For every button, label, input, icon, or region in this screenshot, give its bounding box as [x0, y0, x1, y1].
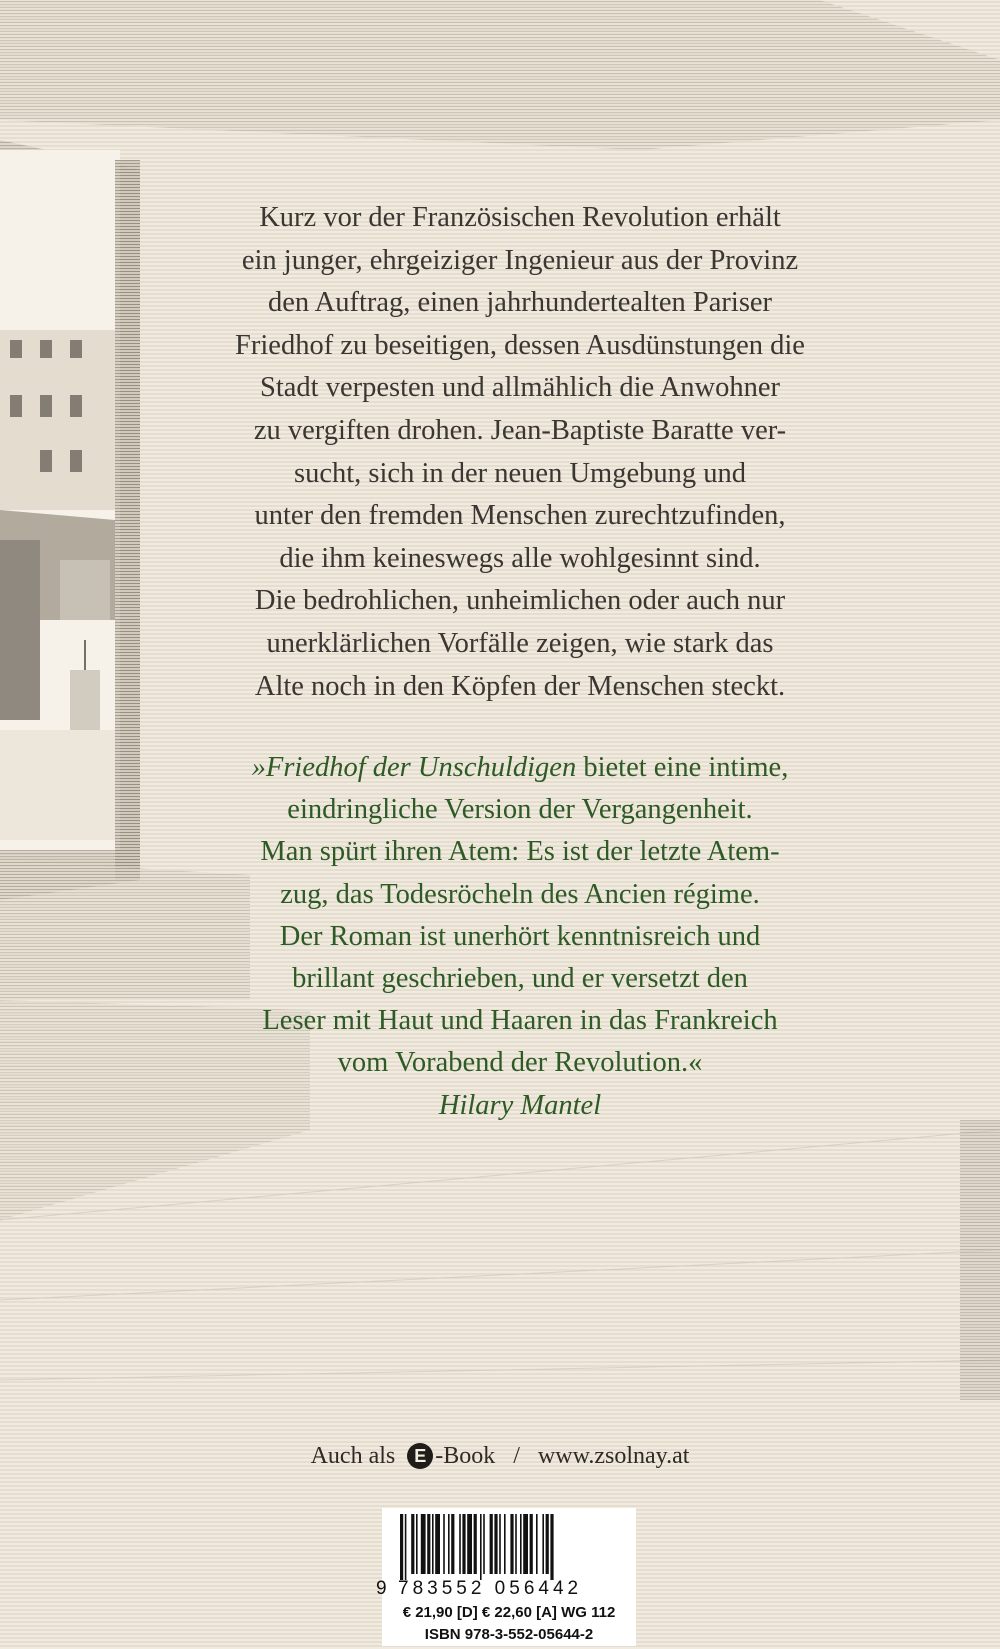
barcode-bar — [536, 1514, 538, 1574]
barcode-number — [376, 1578, 630, 1600]
quote-line: vom Vorabend der Revolution.« — [337, 1047, 703, 1079]
barcode-bar — [523, 1514, 528, 1574]
blurb-line: Kurz vor der Französischen Revolution erhält — [259, 202, 781, 233]
barcode-bar — [459, 1514, 461, 1574]
barcode-bar — [435, 1514, 440, 1574]
barcode-bars — [386, 1514, 632, 1580]
barcode-bar — [448, 1514, 450, 1574]
barcode-bar — [451, 1514, 454, 1574]
book-blurb — [180, 197, 860, 708]
blurb-line: unter den fremden Menschen zurechtzufinden, — [254, 500, 786, 532]
barcode-bar — [432, 1514, 434, 1574]
barcode-bar — [467, 1514, 472, 1574]
quote-line — [180, 747, 860, 789]
barcode-lead-digit: 9 — [376, 1578, 391, 1599]
barcode-digits: 783552 056442 — [398, 1578, 583, 1599]
barcode-bar — [494, 1514, 497, 1574]
blurb-line: zu vergiften drohen. Jean-Baptiste Baratte ver- — [253, 414, 787, 446]
barcode-bar — [421, 1514, 426, 1574]
isbn-line: ISBN 978-3-552-05644-2 — [424, 1626, 594, 1643]
ebook-prefix: Auch als — [310, 1443, 396, 1469]
blurb-line: Stadt verpesten und allmählich die Anwohner — [260, 372, 780, 404]
barcode-bar — [480, 1514, 482, 1580]
quote-author: Hilary Mantel — [438, 1089, 602, 1121]
barcode-bar — [474, 1514, 477, 1574]
quote-line: Man spürt ihren Atem: Es ist der letzte Atem- — [260, 836, 780, 868]
barcode-bar — [499, 1514, 501, 1574]
barcode-bar — [490, 1514, 493, 1574]
ebook-e-icon: E — [407, 1443, 433, 1469]
barcode-bar — [550, 1514, 553, 1580]
barcode-bar — [546, 1514, 549, 1574]
ebook-website-line — [0, 1443, 1000, 1470]
barcode-bar — [520, 1514, 522, 1574]
barcode-bar — [405, 1514, 407, 1580]
quote-line: zug, das Todesröcheln des Ancien régime. — [280, 878, 760, 910]
review-quote — [180, 747, 860, 1127]
barcode-bar — [530, 1514, 533, 1574]
barcode-bar — [462, 1514, 465, 1574]
price-line: € 21,90 [D] € 22,60 [A] WG 112 — [402, 1604, 616, 1621]
barcode-bar — [427, 1514, 430, 1574]
barcode-bar — [504, 1514, 506, 1574]
quote-line: brillant geschrieben, und er versetzt den — [292, 963, 748, 995]
blurb-line: ein junger, ehrgeiziger Ingenieur aus der Provinz — [241, 244, 799, 276]
ebook-suffix: -Book — [435, 1443, 496, 1469]
quote-line: eindringliche Version der Vergangenheit. — [287, 794, 753, 826]
barcode-bar — [416, 1514, 418, 1574]
window-city-view — [0, 330, 115, 840]
blurb-line: die ihm keineswegs alle wohlgesinnt sind. — [279, 542, 761, 574]
footer-separator: / — [513, 1443, 520, 1469]
quote-book-title: »Friedhof der Unschuldigen — [251, 752, 577, 783]
barcode-bar — [400, 1514, 403, 1580]
barcode-bar — [515, 1514, 517, 1574]
barcode-bar — [411, 1514, 414, 1574]
barcode-bar — [542, 1514, 544, 1574]
quote-line: Leser mit Haut und Haaren in das Frankreich — [262, 1005, 778, 1037]
blurb-line: Die bedrohlichen, unheimlichen oder auch nur — [254, 585, 786, 617]
blurb-line: sucht, sich in der neuen Umgebung und — [294, 457, 746, 489]
publisher-url[interactable]: www.zsolnay.at — [537, 1443, 690, 1469]
barcode-box — [376, 1508, 636, 1646]
blurb-line: unerklärlichen Vorfälle zeigen, wie stark das — [266, 627, 774, 659]
blurb-line: den Auftrag, einen jahrhundertealten Pariser — [267, 287, 773, 319]
blurb-line: Alte noch in den Köpfen der Menschen steckt. — [254, 670, 786, 702]
barcode-bar — [443, 1514, 445, 1574]
blurb-line: Friedhof zu beseitigen, dessen Ausdünstungen die — [235, 329, 805, 361]
barcode-bar — [510, 1514, 513, 1574]
barcode-bar — [483, 1514, 485, 1574]
quote-line: Der Roman ist unerhört kenntnisreich und — [279, 920, 761, 952]
quote-line-rest: bietet eine intime, — [576, 752, 789, 783]
